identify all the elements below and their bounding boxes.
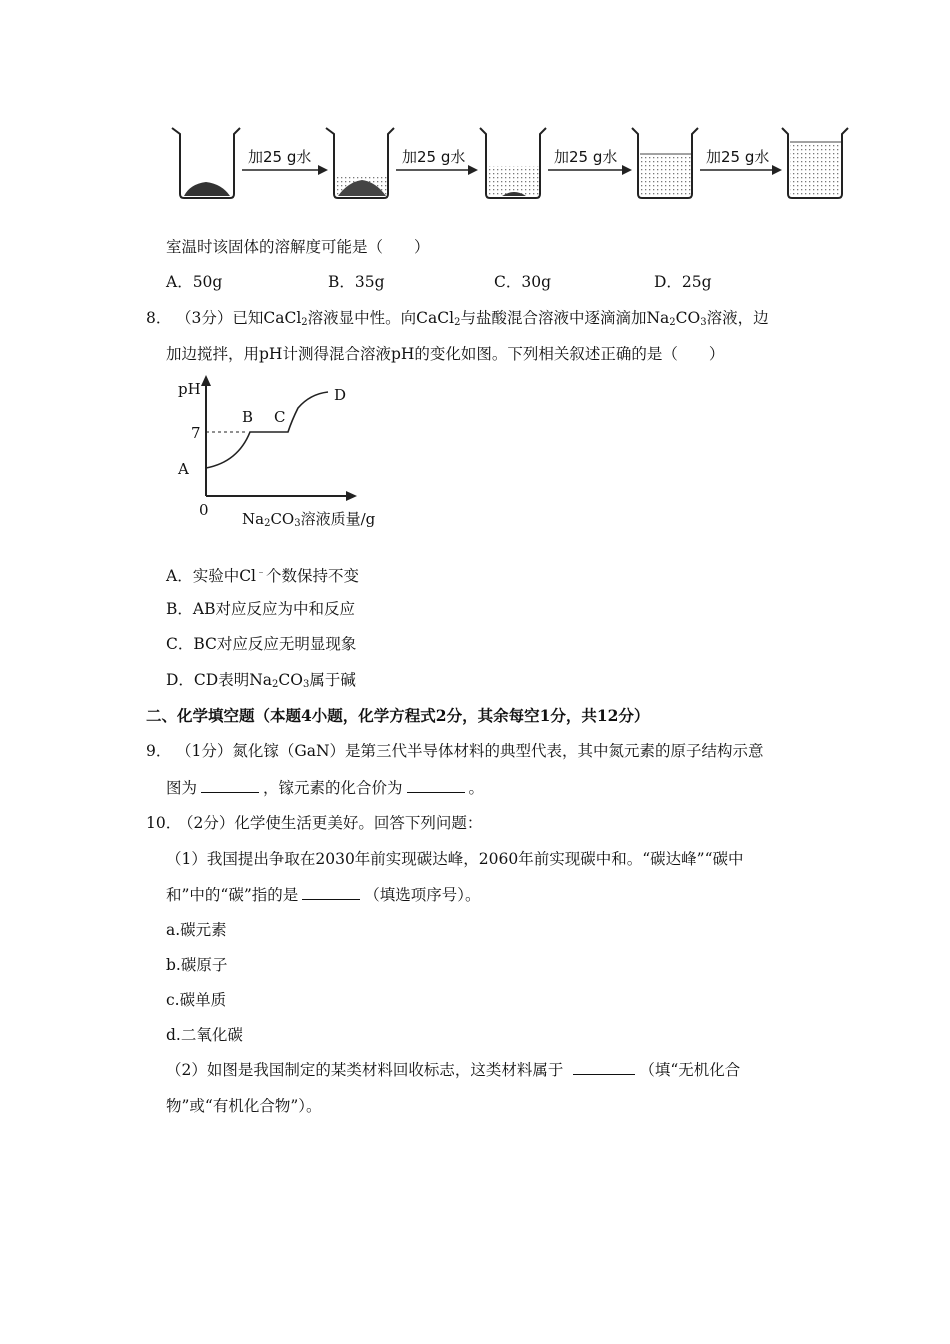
q7-option-d: D．25g: [654, 273, 712, 291]
x-axis-arrow: [346, 491, 357, 501]
section-2-title: 二、化学填空题（本题4小题，化学方程式2分，其余每空1分，共12分）: [146, 706, 650, 725]
ph-graph: [0, 0, 950, 540]
q10-choice-a: a.碳元素: [166, 921, 227, 939]
graph-point-b: B: [242, 408, 254, 426]
arrow-label-1: 加25 g水: [248, 148, 312, 166]
q9-blank-1[interactable]: [201, 778, 259, 793]
q7-stem-tail: 室温时该固体的溶解度可能是（ ）: [166, 238, 430, 256]
q10-number: 10．: [146, 814, 182, 832]
q7-option-a: A．50g: [166, 273, 223, 291]
q8-stem-line1: （3分）已知CaCl$_2$溶液显中性。向CaCl$_2$与盐酸混合溶液中逐滴滴加$Na_2CO_3$溶液，边: [176, 309, 769, 328]
q8-option-c: C．BC对应反应无明显现象: [166, 635, 357, 653]
q10-part2-line2: 物”或“有机化合物”）。: [166, 1097, 322, 1115]
q10-stem: （2分）化学使生活更美好。回答下列问题：: [178, 814, 483, 832]
graph-seven-label: 7: [191, 424, 201, 442]
q9-number: 9．: [146, 742, 172, 760]
ph-curve: [206, 392, 328, 468]
q10-choice-c: c.碳单质: [166, 991, 227, 1009]
q8-option-b: B．AB对应反应为中和反应: [166, 600, 355, 618]
graph-point-d: D: [334, 386, 347, 404]
q10-part1-line1: （1）我国提出争取在2030年前实现碳达峰，2060年前实现碳中和。“碳达峰”“碳中: [166, 850, 744, 868]
graph-point-c: C: [274, 408, 286, 426]
arrow-label-2: 加25 g水: [402, 148, 466, 166]
q8-number: 8．: [146, 309, 172, 327]
q9-stem-line1: （1分）氮化镓（GaN）是第三代半导体材料的典型代表，其中氮元素的原子结构示意: [176, 742, 764, 760]
graph-point-a: A: [178, 460, 189, 478]
q8-option-d: D．CD表明$Na_2CO_3$属于碱: [166, 671, 356, 690]
q8-stem-line2: 加边搅拌，用pH计测得混合溶液pH的变化如图。下列相关叙述正确的是（ ）: [166, 345, 725, 363]
graph-y-label: pH: [178, 380, 201, 398]
q10-choice-b: b.碳原子: [166, 956, 228, 974]
q10-choice-d: d.二氧化碳: [166, 1026, 243, 1044]
graph-x-label: $Na_2CO_3$溶液质量/g: [242, 510, 376, 529]
q7-option-c: C．30g: [494, 273, 552, 291]
y-axis-arrow: [201, 375, 211, 386]
q8-option-a: A．实验中Cl﹣个数保持不变: [166, 567, 360, 585]
q10-part2-line1: （2）如图是我国制定的某类材料回收标志，这类材料属于 （填“无机化合: [166, 1061, 741, 1079]
q10-part1-line2: 和”中的“碳”指的是 （填选项序号）。: [166, 886, 481, 904]
q9-blank-2[interactable]: [407, 778, 465, 793]
q9-stem-line2: 图为 ，镓元素的化合价为 。: [166, 779, 485, 797]
arrow-label-3: 加25 g水: [554, 148, 618, 166]
arrow-label-4: 加25 g水: [706, 148, 770, 166]
graph-origin: 0: [199, 501, 209, 519]
q10-blank-2[interactable]: [573, 1060, 635, 1075]
q7-option-b: B．35g: [328, 273, 385, 291]
q10-blank-1[interactable]: [302, 885, 360, 900]
